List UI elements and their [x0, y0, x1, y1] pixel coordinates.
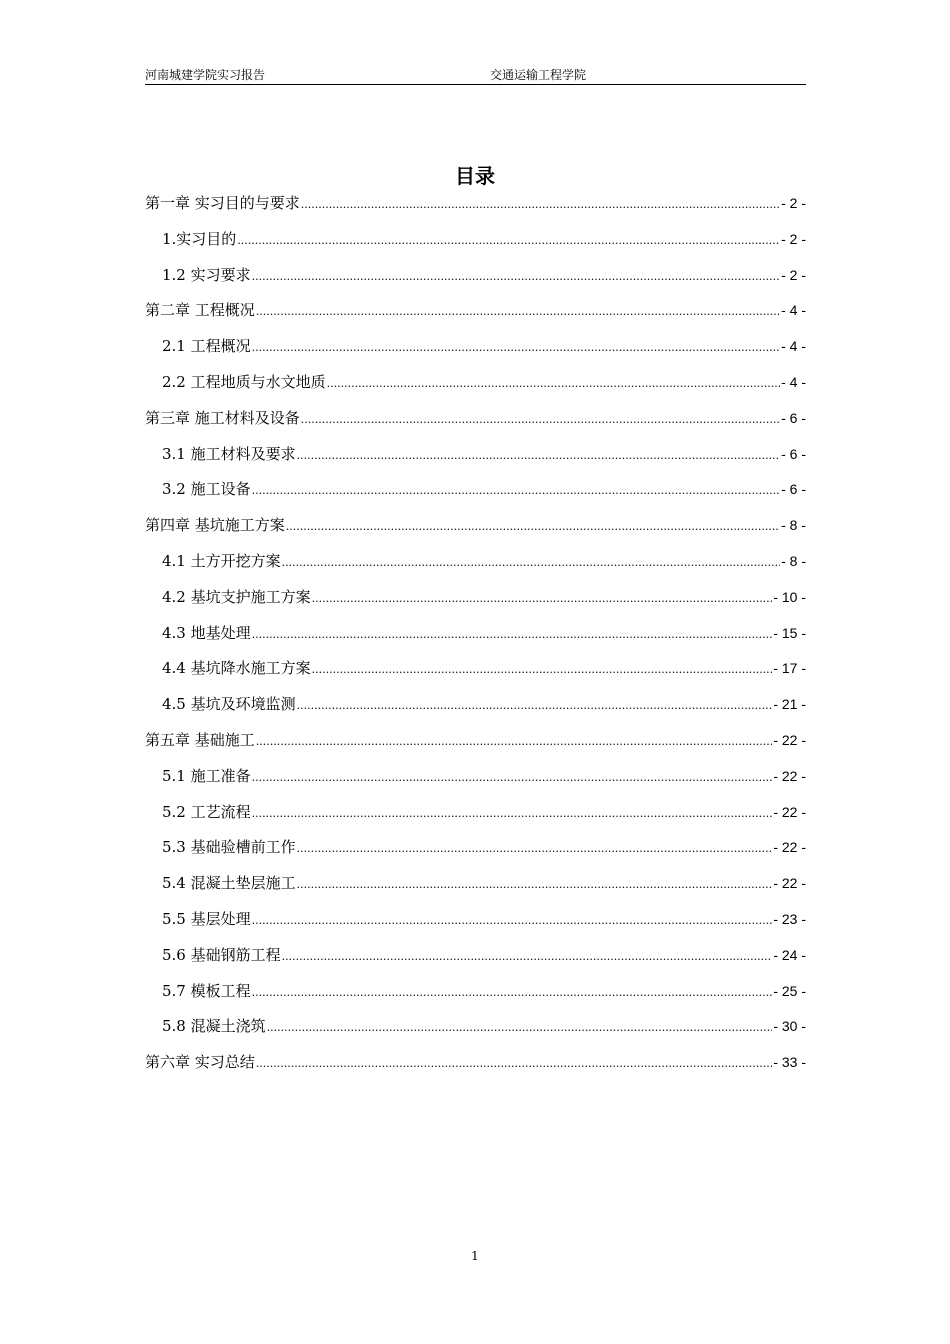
toc-entry[interactable] [145, 974, 806, 1010]
toc-entry-page[interactable]: - 6 - [781, 409, 806, 426]
toc-entry[interactable] [145, 616, 806, 652]
toc-entry-label[interactable]: 5.4 混凝土垫层施工 [162, 874, 296, 893]
toc-entry[interactable] [145, 1045, 806, 1081]
toc-entry-page[interactable]: - 25 - [773, 982, 806, 999]
toc-entry[interactable] [145, 293, 806, 329]
toc-leader-dots [297, 831, 773, 867]
toc-entry-label[interactable]: 4.1 土方开挖方案 [162, 551, 281, 570]
toc-entry[interactable] [145, 508, 806, 544]
toc-leader-dots [282, 545, 780, 581]
toc-entry-label[interactable]: 第二章 工程概况 [145, 301, 255, 320]
toc-entry-label[interactable]: 5.8 混凝土浇筑 [162, 1017, 266, 1036]
toc-entry-page[interactable]: - 4 - [781, 373, 806, 390]
toc-entry-page[interactable]: - 2 - [781, 195, 806, 211]
toc-entry[interactable] [145, 687, 806, 723]
toc-leader-dots [252, 760, 773, 796]
toc-entry-page[interactable]: - 4 - [781, 338, 806, 355]
toc-entry-label[interactable]: 4.5 基坑及环境监测 [162, 695, 296, 714]
toc-entry[interactable] [145, 830, 806, 866]
toc-entry-label[interactable]: 1.实习目的 [162, 229, 237, 248]
toc-entry[interactable] [145, 365, 806, 401]
toc-leader-dots [252, 259, 780, 295]
toc-entry-page[interactable]: - 21 - [773, 696, 806, 713]
toc-entry-page[interactable]: - 2 - [781, 230, 806, 247]
toc-entry-page[interactable]: - 10 - [773, 588, 806, 605]
toc-entry[interactable] [145, 186, 806, 222]
toc-leader-dots [252, 796, 773, 832]
toc-entry[interactable] [145, 866, 806, 902]
toc-entry-label[interactable]: 第一章 实习目的与要求 [145, 194, 300, 212]
toc-leader-dots [252, 903, 773, 939]
toc-leader-dots [327, 366, 780, 402]
toc-leader-dots [312, 581, 773, 617]
toc-entry[interactable] [145, 902, 806, 938]
toc-entry-label[interactable]: 第四章 基坑施工方案 [145, 516, 285, 535]
toc-entry-label[interactable]: 4.4 基坑降水施工方案 [162, 659, 311, 678]
toc-entry-page[interactable]: - 22 - [773, 803, 806, 820]
toc-entry[interactable] [145, 258, 806, 294]
toc-leader-dots [286, 509, 780, 545]
toc-entry-page[interactable]: - 15 - [773, 624, 806, 641]
toc-leader-dots [256, 1046, 773, 1082]
toc-leader-dots [256, 724, 773, 760]
toc-entry[interactable] [145, 795, 806, 831]
toc-entry-label[interactable]: 2.1 工程概况 [162, 337, 251, 356]
toc-entry-page[interactable]: - 22 - [773, 731, 806, 748]
toc-leader-dots [297, 438, 780, 474]
toc-entry-label[interactable]: 第三章 施工材料及设备 [145, 408, 300, 427]
toc-entry-label[interactable]: 第五章 基础施工 [145, 730, 255, 749]
toc-entry[interactable] [145, 437, 806, 473]
page-number: 1 [471, 1249, 479, 1263]
toc-entry-label[interactable]: 5.5 基层处理 [162, 909, 251, 928]
toc-entry-label[interactable]: 2.2 工程地质与水文地质 [162, 372, 326, 391]
toc-entry-page[interactable]: - 22 - [773, 875, 806, 892]
toc-leader-dots [312, 652, 773, 688]
toc-leader-dots [267, 1010, 773, 1046]
page-header [145, 66, 806, 85]
toc-leader-dots [252, 473, 780, 509]
toc-leader-dots [252, 617, 773, 653]
toc-leader-dots [252, 975, 773, 1011]
toc-leader-dots [297, 688, 773, 724]
toc-entry-page[interactable]: - 22 - [773, 839, 806, 856]
toc-entry-page[interactable]: - 23 - [773, 910, 806, 927]
header-left-text: 河南城建学院实习报告 [145, 68, 266, 82]
toc-leader-dots [282, 939, 773, 975]
toc-entry-page[interactable]: - 6 - [781, 481, 806, 498]
toc-entry[interactable] [145, 759, 806, 795]
toc-entry-page[interactable]: - 6 - [781, 445, 806, 462]
toc-entry[interactable] [145, 580, 806, 616]
toc-entry-label[interactable]: 3.2 施工设备 [162, 480, 251, 499]
toc-entry-label[interactable]: 第六章 实习总结 [145, 1053, 255, 1072]
toc-entry[interactable] [145, 329, 806, 365]
toc-leader-dots [256, 294, 780, 330]
toc-entry-page[interactable]: - 4 - [781, 302, 806, 319]
toc-entry-label[interactable]: 5.7 模板工程 [162, 981, 251, 1000]
toc-entry-page[interactable]: - 30 - [773, 1018, 806, 1035]
toc-entry-label[interactable]: 5.1 施工准备 [162, 766, 251, 785]
toc-entry-page[interactable]: - 33 - [773, 1054, 806, 1071]
toc-entry[interactable] [145, 723, 806, 759]
toc-entry-page[interactable]: - 22 - [773, 767, 806, 784]
toc-entry-label[interactable]: 5.2 工艺流程 [162, 802, 251, 821]
toc-leader-dots [237, 223, 780, 259]
toc-entry-page[interactable]: - 17 - [773, 660, 806, 677]
toc-entry-label[interactable]: 5.6 基础钢筋工程 [162, 945, 281, 964]
toc-entry-page[interactable]: - 8 - [781, 552, 806, 569]
toc-entry[interactable] [145, 472, 806, 508]
toc-leader-dots [252, 330, 780, 366]
toc-entry-label[interactable]: 5.3 基础验槽前工作 [162, 838, 296, 857]
toc-entry-page[interactable]: - 8 - [781, 517, 806, 534]
toc-entry[interactable] [145, 1009, 806, 1045]
toc-leader-dots [297, 867, 773, 903]
toc-entry-label[interactable]: 4.2 基坑支护施工方案 [162, 587, 311, 606]
toc-entry-page[interactable]: - 24 - [773, 946, 806, 963]
toc-entry[interactable] [145, 401, 806, 437]
toc-entry[interactable] [145, 651, 806, 687]
toc-title: 目录 [455, 164, 495, 188]
toc-leader-dots [301, 187, 780, 223]
toc-entry-label[interactable]: 1.2 实习要求 [162, 265, 251, 284]
toc-entry[interactable] [145, 544, 806, 580]
toc-leader-dots [301, 402, 780, 438]
header-right-text: 交通运输工程学院 [490, 68, 587, 82]
toc-entry[interactable] [145, 938, 806, 974]
toc-entry-label[interactable]: 3.1 施工材料及要求 [162, 444, 296, 463]
toc-entry[interactable] [145, 222, 806, 258]
toc-entry-page[interactable]: - 2 - [781, 266, 806, 283]
toc-entry-label[interactable]: 4.3 地基处理 [162, 623, 251, 642]
table-of-contents [145, 186, 806, 1081]
